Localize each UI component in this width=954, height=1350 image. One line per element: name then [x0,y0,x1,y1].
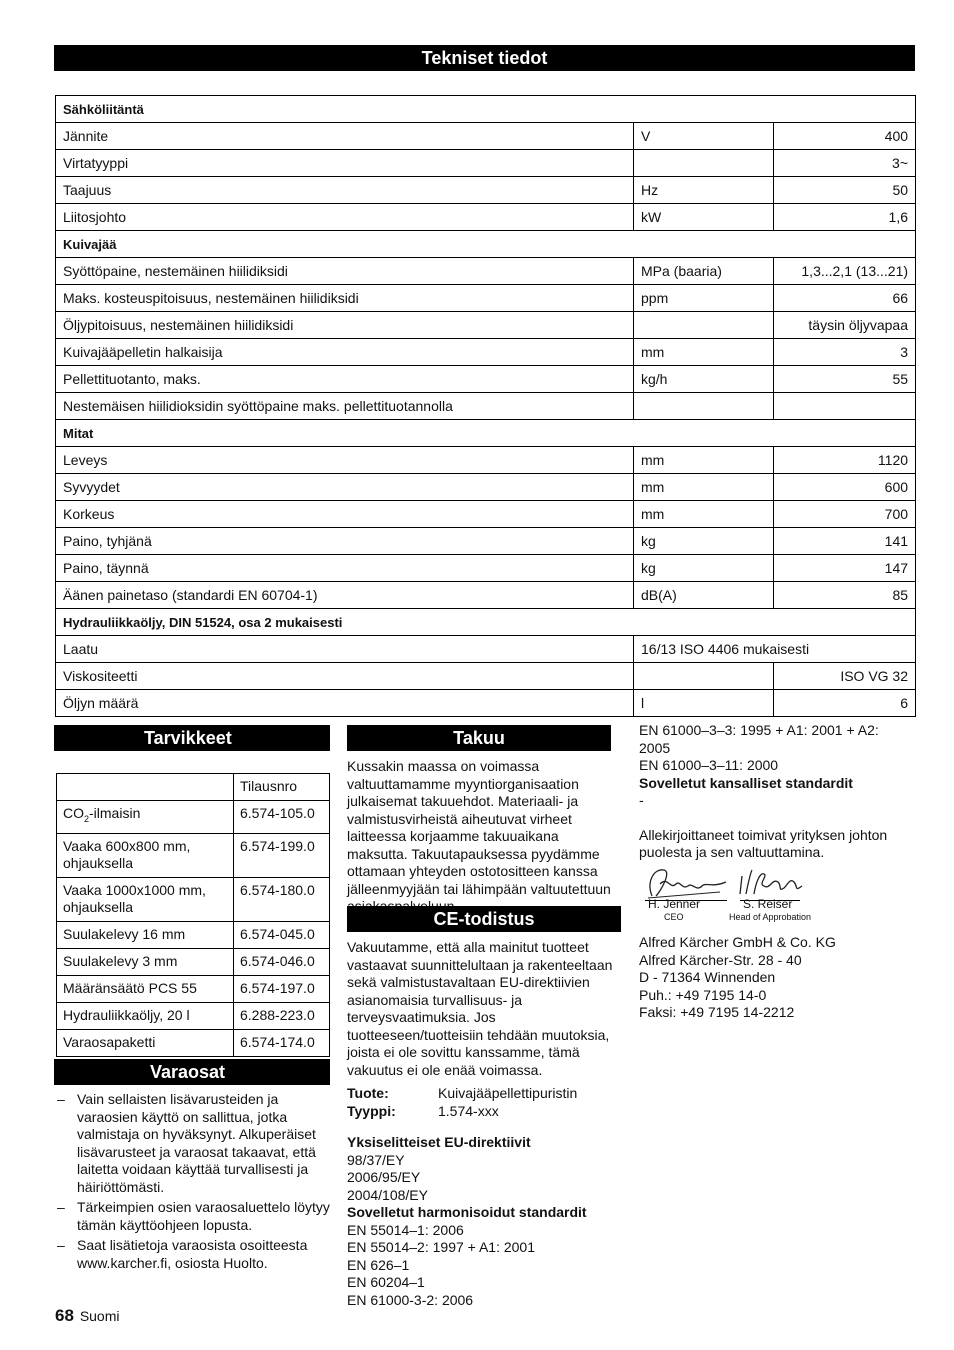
spec-row [56,447,916,474]
ce-body [347,939,623,1309]
address-line: Faksi: +49 7195 14-2212 [639,1004,795,1020]
spec-unit: kg/h [634,366,774,393]
spec-unit: mm [634,474,774,501]
accessory-row [57,801,330,834]
spec-merged-value: 16/13 ISO 4406 mukaisesti [634,636,916,663]
accessory-name: Varaosapaketti [57,1029,234,1056]
spec-label: Syöttöpaine, nestemäinen hiilidiksidi [56,258,634,285]
takuu-text: Kussakin maassa on voimassa valtuuttamamme myyntiorganisaation julkaisemat takuuehdot. Materiaali- ja valmistusvirheistä aiheutuvat virheet laitteessa korjaamme takuuaikana maksutta. Takuutapauksessa pyydämme ottamaan yhteyden ostotositteen kanssa jälleenmyyjään tai lähimpään valtuutettuun [347,758,611,897]
signer1-name: H. Jenner [648,897,701,911]
spec-row [56,285,916,312]
order-number-header: Tilausnro [234,774,330,801]
ce-heading: CE-todistus [347,906,621,932]
accessory-name: Määränsäätö PCS 55 [57,975,234,1002]
spec-section-row [56,420,916,447]
spec-row [56,312,916,339]
spec-value: 1,3...2,1 (13...21) [774,258,916,285]
eu-directives-list [347,1152,623,1205]
varaosat-item: – Vain sellaisten lisävarusteiden ja varaosien käyttö on sallittua, jotka valmistaja on hyväksynyt. Alkuperäiset lisävarusteet ja varaosat takaavat, että laitetta voidaan käyttää turvallisesti ja häiriöttömästi. [55,1091,330,1196]
varaosat-heading: Varaosat [54,1059,330,1085]
spec-unit: mm [634,501,774,528]
spec-label: Leveys [56,447,634,474]
spec-unit: mm [634,447,774,474]
spec-value: 85 [774,582,916,609]
takuu-heading: Takuu [347,725,611,751]
spec-unit: Hz [634,177,774,204]
signature-reiser [734,864,806,900]
spec-value: 3 [774,339,916,366]
eu-directive: 2004/108/EY [347,1186,428,1203]
accessory-name: Vaaka 600x800 mm, ohjauksella [57,833,234,877]
accessory-name: Hydrauliikkaöljy, 20 l [57,1002,234,1029]
varaosat-list [55,1091,330,1275]
spec-row [56,690,916,717]
spec-unit: mm [634,339,774,366]
spec-row [56,258,916,285]
harmonised-standard: EN 61000–3–3: 1995 + A1: 2001 + A2: 2005 [639,722,879,756]
ce-continued [639,722,909,862]
eu-directive: 98/37/EY [347,1151,405,1168]
page-title: Tekniset tiedot [421,48,548,68]
spec-value [774,393,916,420]
accessory-row [57,948,330,975]
varaosat-item: – Saat lisätietoja varaosista osoitteesta www.karcher.fi, osiosta Huolto. [55,1237,330,1272]
accessory-name: Suulakelevy 16 mm [57,921,234,948]
eu-directive: 2006/95/EY [347,1169,421,1185]
page-footer [55,1306,120,1326]
spec-unit: V [634,123,774,150]
signer2-name: S. Reiser [743,897,793,911]
spec-value: ISO VG 32 [774,663,916,690]
spec-row [56,555,916,582]
spec-value: 3~ [774,150,916,177]
accessory-order-number: 6.574-199.0 [234,833,330,877]
company-address [639,934,909,1022]
spec-unit: kg [634,555,774,582]
spec-row [56,177,916,204]
accessory-order-number: 6.574-180.0 [234,877,330,921]
accessory-order-number: 6.574-174.0 [234,1029,330,1056]
signatory-statement: Allekirjoittaneet toimivat yrityksen johton puolesta ja sen valtuuttamina. [639,826,888,860]
spec-value: 55 [774,366,916,393]
accessory-row [57,1002,330,1029]
spec-unit [634,312,774,339]
spec-value: 141 [774,528,916,555]
spec-table [55,95,916,717]
spec-row [56,528,916,555]
spec-value: 50 [774,177,916,204]
spec-section-title: Mitat [56,420,916,447]
address-line: Alfred Kärcher-Str. 28 - 40 [639,951,802,968]
accessory-row [57,833,330,877]
accessories-header-row [57,774,330,801]
harmonised-standard: EN 55014–2: 1997 + A1: 2001 [347,1239,535,1255]
accessory-order-number: 6.574-046.0 [234,948,330,975]
harmonised-standard: EN 626–1 [347,1256,410,1273]
spec-row [56,663,916,690]
spec-row [56,366,916,393]
accessories-table [56,773,330,1057]
spec-unit: kW [634,204,774,231]
accessory-order-number: 6.574-105.0 [234,801,330,834]
accessory-name: Suulakelevy 3 mm [57,948,234,975]
spec-value: 400 [774,123,916,150]
spec-unit [634,393,774,420]
address-line: D - 71364 Winnenden [639,969,776,985]
spec-row [56,474,916,501]
spec-value: 600 [774,474,916,501]
spec-label: Paino, täynnä [56,555,634,582]
spec-label: Taajuus [56,177,634,204]
spec-label: Öljyn määrä [56,690,634,717]
spec-value: 147 [774,555,916,582]
spec-value: 1120 [774,447,916,474]
spec-value: 1,6 [774,204,916,231]
harmonised-standards-list [347,1222,623,1310]
tarvikkeet-heading: Tarvikkeet [54,725,330,751]
spec-label: Äänen painetaso (standardi EN 60704-1) [56,582,634,609]
spec-value: täysin öljyvapaa [774,312,916,339]
accessory-row [57,975,330,1002]
spec-unit [634,663,774,690]
harmonised-standards-heading: Sovelletut harmonisoidut standardit [347,1204,587,1220]
accessory-row [57,1029,330,1056]
spec-label: Öljypitoisuus, nestemäinen hiilidiksidi [56,312,634,339]
signer2-role: Head of Approbation [729,912,812,922]
harmonised-standard: EN 61000-3-2: 2006 [347,1291,474,1308]
accessory-row [57,921,330,948]
spec-label: Viskositeetti [56,663,634,690]
address-line: Puh.: +49 7195 14-0 [639,986,767,1003]
spec-unit: ppm [634,285,774,312]
national-standards-value: - [639,792,644,808]
spec-label: Pellettituotanto, maks. [56,366,634,393]
spec-row [56,204,916,231]
spec-unit: l [634,690,774,717]
spec-unit [634,150,774,177]
spec-label: Syvyydet [56,474,634,501]
accessory-order-number: 6.288-223.0 [234,1002,330,1029]
harmonised-standard: EN 55014–1: 2006 [347,1221,464,1238]
spec-row [56,393,916,420]
spec-label: Liitosjohto [56,204,634,231]
spec-unit: MPa (baaria) [634,258,774,285]
spec-section-row [56,96,916,123]
spec-section-row [56,609,916,636]
spec-label: Nestemäisen hiilidioksidin syöttöpaine maks. pellettituotannolla [56,393,634,420]
accessory-order-number: 6.574-197.0 [234,975,330,1002]
spec-row [56,123,916,150]
harmonised-standard: EN 61000–3–11: 2000 [639,757,779,773]
spec-unit: dB(A) [634,582,774,609]
harmonised-standards-continued [639,722,909,775]
ce-type: Tyyppi: 1.574-xxx [347,1102,499,1119]
page-number: 68 [55,1306,74,1325]
spec-label: Jännite [56,123,634,150]
accessory-order-number: 6.574-045.0 [234,921,330,948]
spec-value: 700 [774,501,916,528]
spec-value: 66 [774,285,916,312]
spec-label: Laatu [56,636,634,663]
page-title-bar [54,45,915,71]
signature-jenner [642,862,732,902]
national-standards-heading: Sovelletut kansalliset standardit [639,774,853,791]
accessory-name: $CO_2$-ilmaisin [57,801,234,834]
spec-section-row [56,231,916,258]
spec-row [56,339,916,366]
spec-row [56,582,916,609]
spec-label: Maks. kosteuspitoisuus, nestemäinen hiilidiksidi [56,285,634,312]
ce-product: Tuote: Kuivajääpellettipuristin [347,1085,578,1101]
page-language: Suomi [79,1308,120,1324]
spec-section-title: Sähköliitäntä [56,96,916,123]
spec-section-title: Kuivajää [56,231,916,258]
eu-directives-heading: Yksiselitteiset EU-direktiivit [347,1134,531,1150]
spec-value: 6 [774,690,916,717]
spec-section-title: Hydrauliikkaöljy, DIN 51524, osa 2 mukaisesti [56,609,916,636]
varaosat-item: – Tärkeimpien osien varaosaluettelo löytyy tämän käyttöohjeen lopusta. [55,1199,330,1234]
spec-unit: kg [634,528,774,555]
address-line: Alfred Kärcher GmbH & Co. KG [639,934,836,950]
spec-label: Kuivajääpelletin halkaisija [56,339,634,366]
signer1-role: CEO [664,912,684,922]
spec-row [56,501,916,528]
accessory-name: Vaaka 1000x1000 mm, ohjauksella [57,877,234,921]
spec-row [56,636,916,663]
harmonised-standard: EN 60204–1 [347,1274,425,1290]
spec-label: Virtatyyppi [56,150,634,177]
spec-row [56,150,916,177]
accessory-row [57,877,330,921]
spec-label: Paino, tyhjänä [56,528,634,555]
ce-declaration: Vakuutamme, että alla mainitut tuotteet vastaavat suunnittelultaan ja rakenteeltaan sekä valmistustavaltaan EU-direktiivien asianomaisia turvallisuus- ja terveysvaatimuksia. Jos tuotteeseen/tuotteisiin tehdään muutoksia, joista ei ole sovittu kanssamme, tämä vakuutus ei ole enää voimassa. [347,939,613,1078]
spec-label: Korkeus [56,501,634,528]
